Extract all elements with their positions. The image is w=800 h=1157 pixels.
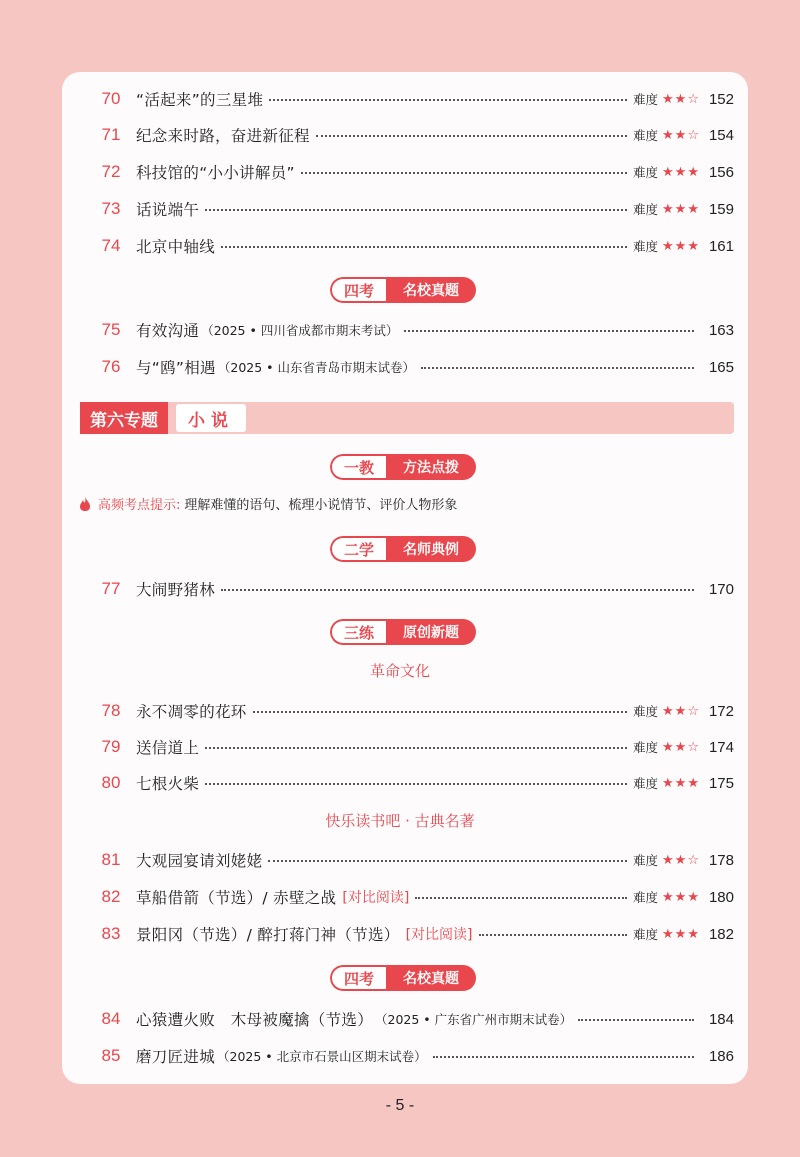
page-number: 172: [708, 702, 734, 720]
toc-entry[interactable]: [94, 882, 734, 912]
page-footer-number: - 5 -: [385, 1097, 415, 1114]
entry-number: 80: [101, 773, 121, 792]
toc-entry[interactable]: [94, 1004, 734, 1034]
tip-line: [78, 494, 457, 513]
tip-text: 理解难懂的语句、梳理小说情节、评价人物形象: [184, 498, 458, 513]
entry-number: 70: [101, 89, 121, 108]
entry-title: 大闹野猪林: [136, 581, 216, 599]
entry-source: （2025 • 北京市石景山区期末试卷）: [217, 1049, 427, 1064]
difficulty-label: 难度: [633, 740, 659, 755]
entry-source: （2025 • 广东省广州市期末试卷）: [375, 1012, 573, 1027]
leader-dots: [268, 860, 627, 862]
entry-number: 79: [101, 737, 121, 756]
leader-dots: [253, 711, 627, 713]
difficulty-label: 难度: [633, 853, 659, 868]
entry-number: 74: [101, 236, 121, 255]
page-number: 175: [708, 774, 734, 792]
section-label: 原创新题: [386, 619, 476, 645]
section-badge-exam: [330, 965, 476, 991]
difficulty-stars: ★★★: [662, 201, 700, 217]
page-number: 152: [708, 90, 734, 108]
leader-dots: [479, 934, 628, 936]
toc-entry[interactable]: [94, 157, 734, 187]
page-number: 159: [708, 200, 734, 218]
entry-number: 77: [101, 579, 121, 598]
leader-dots: [205, 747, 627, 749]
toc-entry[interactable]: [94, 194, 734, 224]
difficulty-stars: ★★☆: [662, 703, 700, 719]
subsection-heading: 快乐读书吧 · 古典名著: [325, 812, 475, 830]
difficulty-label: 难度: [633, 927, 659, 942]
entry-title: 送信道上: [136, 739, 200, 757]
toc-entry[interactable]: [94, 845, 734, 875]
difficulty-stars: ★★★: [662, 775, 700, 791]
section-label: 方法点拨: [386, 454, 476, 480]
entry-title: 永不凋零的花环: [136, 703, 247, 721]
section-key: 四考: [330, 277, 386, 303]
difficulty-stars: ★★★: [662, 164, 700, 180]
topic-header: [80, 402, 734, 434]
topic-name: 小说: [176, 404, 246, 432]
page-number: 178: [708, 851, 734, 869]
toc-entry[interactable]: [94, 919, 734, 949]
section-key: 三练: [330, 619, 386, 645]
difficulty-label: 难度: [633, 239, 659, 254]
section-badge-learn: [330, 536, 476, 562]
difficulty-stars: ★★☆: [662, 91, 700, 107]
entry-title: 有效沟通: [136, 322, 200, 340]
entry-number: 71: [101, 125, 121, 144]
difficulty-stars: ★★★: [662, 926, 700, 942]
entry-title: 磨刀匠进城: [136, 1048, 216, 1066]
leader-dots: [404, 330, 694, 332]
page-number: 186: [708, 1047, 734, 1065]
section-key: 一教: [330, 454, 386, 480]
difficulty-stars: ★★☆: [662, 739, 700, 755]
difficulty-stars: ★★☆: [662, 852, 700, 868]
entry-number: 83: [101, 924, 121, 943]
entry-number: 75: [101, 320, 121, 339]
page-number: 165: [708, 358, 734, 376]
entry-number: 78: [101, 701, 121, 720]
section-badge-exam: [330, 277, 476, 303]
entry-number: 84: [101, 1009, 121, 1028]
difficulty-label: 难度: [633, 202, 659, 217]
subsection-heading: 革命文化: [369, 662, 430, 680]
difficulty-stars: ★★★: [662, 889, 700, 905]
leader-dots: [221, 589, 694, 591]
compare-reading-tag: [对比阅读]: [405, 927, 473, 943]
entry-title: 话说端午: [136, 201, 200, 219]
difficulty-label: 难度: [633, 128, 659, 143]
page-number: 184: [708, 1010, 734, 1028]
page-number: 163: [708, 321, 734, 339]
entry-title: 纪念来时路，奋进新征程: [136, 127, 310, 145]
entry-title: 心猿遭火败 木母被魔擒（节选）: [136, 1011, 374, 1029]
flame-icon: [78, 496, 92, 512]
section-key: 二学: [330, 536, 386, 562]
toc-entry[interactable]: [94, 352, 734, 382]
section-label: 名校真题: [386, 277, 476, 303]
leader-dots: [301, 172, 627, 174]
entry-number: 73: [101, 199, 121, 218]
section-key: 四考: [330, 965, 386, 991]
toc-entry[interactable]: [94, 732, 734, 762]
page-number: 174: [708, 738, 734, 756]
leader-dots: [269, 99, 627, 101]
entry-title: 北京中轴线: [136, 238, 216, 256]
toc-entry[interactable]: [94, 120, 734, 150]
entry-number: 82: [101, 887, 121, 906]
entry-number: 81: [101, 850, 121, 869]
toc-entry[interactable]: [94, 231, 734, 261]
entry-title: 科技馆的“小小讲解员”: [136, 164, 295, 182]
leader-dots: [316, 135, 627, 137]
entry-title: “活起来”的三星堆: [136, 91, 264, 109]
difficulty-label: 难度: [633, 165, 659, 180]
leader-dots: [221, 246, 627, 248]
toc-entry[interactable]: [94, 696, 734, 726]
page-number: 156: [708, 163, 734, 181]
difficulty-label: 难度: [633, 92, 659, 107]
entry-title: 大观园宴请刘姥姥: [136, 852, 263, 870]
difficulty-label: 难度: [633, 776, 659, 791]
entry-title: 草船借箭（节选）/ 赤壁之战: [136, 889, 337, 907]
difficulty-label: 难度: [633, 890, 659, 905]
leader-dots: [205, 783, 627, 785]
page-number: 170: [708, 580, 734, 598]
tip-label: 高频考点提示:: [98, 498, 181, 513]
difficulty-stars: ★★★: [662, 238, 700, 254]
page-number: 180: [708, 888, 734, 906]
leader-dots: [433, 1056, 694, 1058]
leader-dots: [421, 367, 694, 369]
page-number: 161: [708, 237, 734, 255]
entry-source: （2025 • 山东省青岛市期末试卷）: [217, 360, 416, 375]
leader-dots: [578, 1019, 694, 1021]
entry-title: 与“鸥”相遇: [136, 359, 216, 377]
difficulty-stars: ★★☆: [662, 127, 700, 143]
compare-reading-tag: [对比阅读]: [342, 890, 410, 906]
topic-label: 第六专题: [80, 402, 168, 434]
section-badge-practice: [330, 619, 476, 645]
section-label: 名师典例: [386, 536, 476, 562]
leader-dots: [205, 209, 627, 211]
entry-number: 76: [101, 357, 121, 376]
entry-number: 85: [101, 1046, 121, 1065]
toc-entry[interactable]: [94, 315, 734, 345]
toc-entry[interactable]: [94, 768, 734, 798]
entry-source: （2025 • 四川省成都市期末考试）: [201, 323, 399, 338]
toc-entry[interactable]: [94, 84, 734, 114]
entry-title: 七根火柴: [136, 775, 200, 793]
page-number: 154: [708, 126, 734, 144]
entry-title: 景阳冈（节选）/ 醉打蒋门神（节选）: [136, 926, 400, 944]
toc-entry[interactable]: [94, 574, 734, 604]
difficulty-label: 难度: [633, 704, 659, 719]
toc-entry[interactable]: [94, 1041, 734, 1071]
section-label: 名校真题: [386, 965, 476, 991]
page-number: 182: [708, 925, 734, 943]
leader-dots: [415, 897, 627, 899]
section-badge-teach: [330, 454, 476, 480]
entry-number: 72: [101, 162, 121, 181]
